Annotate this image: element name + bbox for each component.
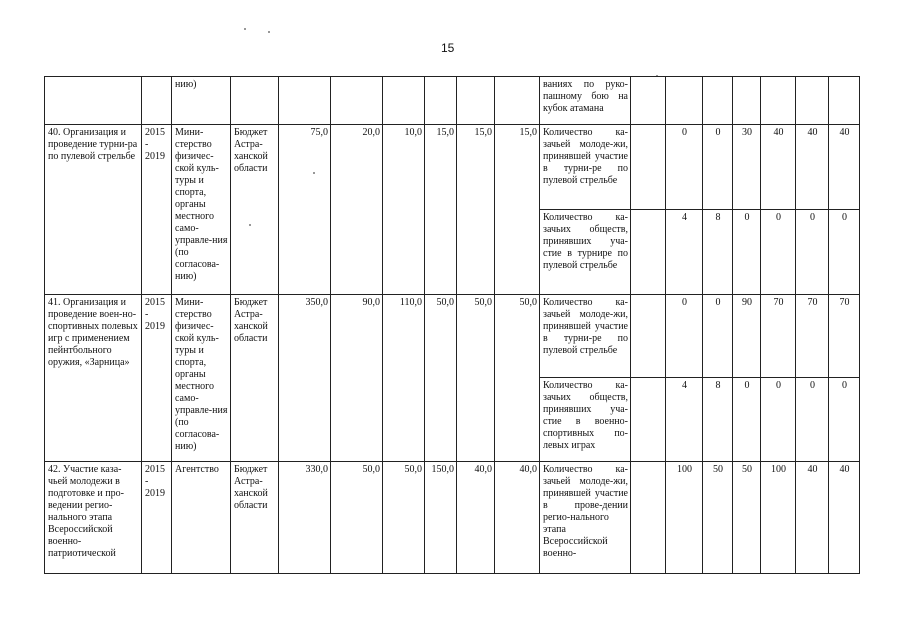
indicator-cell: Количество ка-зачьих обществ, принявших уча-стие в военно-спортивных по-левых играх [540,378,631,462]
amount-2019: 50,0 [495,295,540,462]
amount-2017 [425,77,457,125]
executor-cell: Агентство [172,462,231,574]
amount-2017: 15,0 [425,125,457,295]
indicator-cell: Количество ка-зачьей молоде-жи, принявшей участие в турни-ре по пулевой стрельбе [540,295,631,378]
indicator-cell: Количество ка-зачьей молоде-жи, принявшей участие в турни-ре по пулевой стрельбе [540,125,631,210]
value-cell: 30 [733,125,761,210]
value-cell: 100 [666,462,703,574]
value-cell [733,77,761,125]
value-cell [796,77,829,125]
amount-2015: 90,0 [331,295,383,462]
amount-2015: 50,0 [331,462,383,574]
value-cell: 0 [796,210,829,295]
value-cell: 8 [703,378,733,462]
value-cell: 0 [796,378,829,462]
value-cell: 8 [703,210,733,295]
amount-2018: 50,0 [457,295,495,462]
amount-2016 [383,77,425,125]
value-cell: 0 [829,378,860,462]
amount-2016: 50,0 [383,462,425,574]
executor-cell: Мини-стерство физичес-ской куль-туры и спорта, органы местного само-управле-ния (по согласова-нию) [172,125,231,295]
period-cell: 2015 - 2019 [142,462,172,574]
period-cell [142,77,172,125]
amount-total: 330,0 [279,462,331,574]
value-cell [703,77,733,125]
table-row [45,77,860,125]
value-cell [666,77,703,125]
table-row [45,125,860,210]
value-cell: 40 [796,462,829,574]
activity-cell [45,77,142,125]
spacer-cell [631,378,666,462]
scan-speck [244,28,246,30]
source-cell: Бюджет Астра-ханской области [231,295,279,462]
amount-2016: 110,0 [383,295,425,462]
value-cell: 0 [703,125,733,210]
amount-2019: 40,0 [495,462,540,574]
executor-cell: нию) [172,77,231,125]
spacer-cell [631,210,666,295]
value-cell: 0 [761,210,796,295]
amount-total [279,77,331,125]
amount-2016: 10,0 [383,125,425,295]
amount-2019 [495,77,540,125]
amount-total: 75,0 [279,125,331,295]
spacer-cell [631,295,666,378]
value-cell: 0 [703,295,733,378]
value-cell: 0 [666,125,703,210]
activity-cell: 41. Организация и проведение воен-но-спортивных полевых игр с применением пейнтбольного оружия, «Зарница» [45,295,142,462]
amount-2018 [457,77,495,125]
amount-2015: 20,0 [331,125,383,295]
source-cell [231,77,279,125]
table-row [45,462,860,574]
value-cell: 100 [761,462,796,574]
value-cell: 70 [796,295,829,378]
value-cell [829,77,860,125]
value-cell: 70 [829,295,860,378]
indicator-cell: Количество ка-зачьих обществ, принявших уча-стие в турнире по пулевой стрельбе [540,210,631,295]
spacer-cell [631,125,666,210]
amount-2018: 40,0 [457,462,495,574]
amount-total: 350,0 [279,295,331,462]
indicator-cell: ваниях по руко-пашному бою на кубок атамана [540,77,631,125]
scan-speck [268,31,270,33]
amount-2017: 150,0 [425,462,457,574]
page-number: 15 [441,41,455,55]
amount-2017: 50,0 [425,295,457,462]
indicator-cell: Количество ка-зачьей молоде-жи, принявшей участие в прове-дении регио-нального этапа Всероссийской военно- [540,462,631,574]
activity-cell: 40. Организация и проведение турни-ра по пулевой стрельбе [45,125,142,295]
value-cell: 70 [761,295,796,378]
program-activities-table [44,76,860,574]
table-row [45,295,860,378]
value-cell [761,77,796,125]
value-cell: 4 [666,210,703,295]
value-cell: 40 [761,125,796,210]
value-cell: 0 [666,295,703,378]
value-cell: 0 [733,210,761,295]
spacer-cell [631,77,666,125]
executor-cell: Мини-стерство физичес-ской куль-туры и спорта, органы местного само-управле-ния (по согласова-нию) [172,295,231,462]
spacer-cell [631,462,666,574]
value-cell: 40 [829,125,860,210]
value-cell: 0 [829,210,860,295]
value-cell: 40 [829,462,860,574]
value-cell: 0 [761,378,796,462]
activity-cell: 42. Участие каза-чьей молодежи в подготовке и про-ведении регио-нального этапа Всероссийской военно-патриотической [45,462,142,574]
amount-2018: 15,0 [457,125,495,295]
value-cell: 40 [796,125,829,210]
value-cell: 0 [733,378,761,462]
value-cell: 50 [733,462,761,574]
amount-2015 [331,77,383,125]
value-cell: 90 [733,295,761,378]
value-cell: 4 [666,378,703,462]
amount-2019: 15,0 [495,125,540,295]
value-cell: 50 [703,462,733,574]
source-cell: Бюджет Астра-ханской области [231,125,279,295]
source-cell: Бюджет Астра-ханской области [231,462,279,574]
period-cell: 2015 - 2019 [142,295,172,462]
period-cell: 2015 - 2019 [142,125,172,295]
